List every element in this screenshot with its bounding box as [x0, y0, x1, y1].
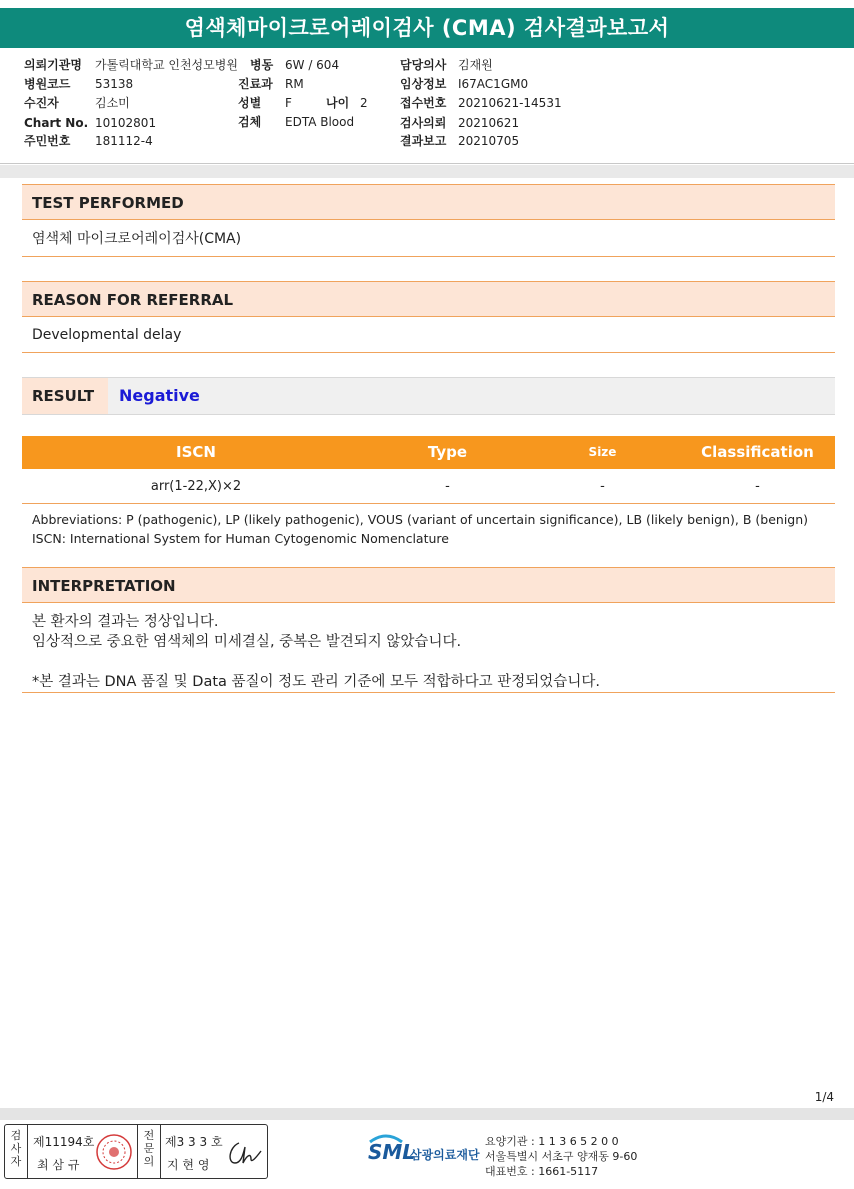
care-institution-number: 요양기관 : 1 1 3 6 5 2 0 0	[485, 1135, 619, 1148]
chart-value: 10102801	[95, 116, 157, 130]
doctor-value: 김재원	[458, 58, 493, 72]
examiner-number: 제11194호	[33, 1135, 95, 1149]
interpretation-line-2: 임상적으로 중요한 염색체의 미세결실, 중복은 발견되지 않았습니다.	[32, 634, 462, 650]
abbreviation-notes	[32, 510, 808, 548]
doctor-cert-name: 지 현 영	[167, 1158, 210, 1172]
result-value: Negative	[119, 386, 200, 405]
col-iscn: ISCN	[176, 443, 216, 461]
patient-info-header	[0, 50, 854, 164]
result-heading: RESULT	[22, 378, 108, 414]
page-number: 1/4	[814, 1090, 834, 1104]
note-iscn: ISCN: International System for Human Cytogenomic Nomenclature	[32, 531, 449, 546]
col-classification: Classification	[701, 443, 814, 461]
cell-iscn: arr(1-22,X)×2	[150, 479, 242, 494]
report-date-value: 20210705	[458, 134, 520, 148]
chart-label: Chart No.	[24, 116, 89, 130]
examiner-name: 최 삼 규	[37, 1158, 80, 1172]
header-strip	[0, 165, 854, 178]
col-type: Type	[427, 443, 468, 461]
signature-icon	[225, 1137, 265, 1169]
cell-size: -	[600, 479, 605, 494]
dept-value: RM	[285, 77, 304, 91]
doctor-cert-number: 제3 3 3 호	[165, 1135, 223, 1149]
report-title: 염색체마이크로어레이검사 (CMA) 검사결과보고서	[0, 8, 854, 48]
sex-label: 성별	[238, 96, 262, 110]
header-divider	[0, 163, 854, 164]
result-table-header	[22, 436, 835, 469]
address: 서울특별시 서초구 양재동 9-60	[485, 1150, 638, 1163]
test-performed-heading: TEST PERFORMED	[22, 184, 835, 220]
cell-type: -	[445, 479, 450, 494]
interpretation-body	[22, 606, 835, 693]
note-abbreviations: Abbreviations: P (pathogenic), LP (likely pathogenic), VOUS (variant of uncertain significance), LB (likely benign), B (benign)	[32, 512, 809, 527]
request-value: 20210621	[458, 116, 520, 130]
interpretation-line-3: *본 결과는 DNA 품질 및 Data 품질이 정도 관리 기준에 모두 적합하다고 판정되었습니다.	[32, 674, 600, 690]
sex-value: F	[285, 96, 292, 110]
receipt-value: 20210621-14531	[458, 96, 562, 110]
ward-value: 6W / 604	[285, 58, 340, 72]
table-row	[22, 470, 835, 504]
patient-name-value: 김소미	[95, 96, 130, 110]
rrn-value: 181112-4	[95, 134, 153, 148]
patient-name-label: 수진자	[24, 96, 59, 110]
interpretation-line-1: 본 환자의 결과는 정상입니다.	[32, 614, 219, 630]
test-performed-text: 염색체 마이크로어레이검사(CMA)	[22, 221, 835, 257]
examiner-label	[7, 1129, 25, 1182]
logo-text: SML	[368, 1140, 416, 1164]
interpretation-heading: INTERPRETATION	[22, 567, 835, 603]
doctor-cert-label-text: 전문의	[143, 1129, 155, 1168]
specimen-value: EDTA Blood	[285, 115, 355, 129]
phone-number: 대표번호 : 1661-5117	[485, 1165, 599, 1178]
age-value: 2	[360, 96, 368, 110]
doctor-cert-label	[140, 1129, 158, 1182]
dept-label: 진료과	[238, 77, 273, 91]
clinical-value: I67AC1GM0	[458, 77, 529, 91]
clinical-label: 임상정보	[400, 77, 447, 91]
result-row	[22, 377, 835, 415]
specimen-label: 검체	[238, 115, 262, 129]
col-size: Size	[588, 445, 617, 459]
hospital-code-value: 53138	[95, 77, 134, 91]
footer-strip	[0, 1108, 854, 1120]
referral-heading: REASON FOR REFERRAL	[22, 281, 835, 317]
institution-value: 가톨릭대학교 인천성모병원	[95, 58, 238, 72]
examiner-label-text: 검사자	[10, 1129, 22, 1168]
ward-label: 병동	[250, 58, 274, 72]
referral-text: Developmental delay	[22, 318, 835, 353]
request-label: 검사의뢰	[400, 116, 447, 130]
doctor-label: 담당의사	[400, 58, 447, 72]
examiner-seal-icon	[95, 1133, 133, 1171]
institution-label: 의뢰기관명	[24, 58, 82, 72]
organization-name: 삼광의료재단	[410, 1148, 480, 1162]
report-date-label: 결과보고	[400, 134, 447, 148]
signature-box	[4, 1124, 268, 1179]
receipt-label: 접수번호	[400, 96, 447, 110]
age-label: 나이	[326, 96, 350, 110]
cell-classification: -	[755, 479, 760, 494]
hospital-code-label: 병원코드	[24, 77, 71, 91]
rrn-label: 주민번호	[24, 134, 71, 148]
